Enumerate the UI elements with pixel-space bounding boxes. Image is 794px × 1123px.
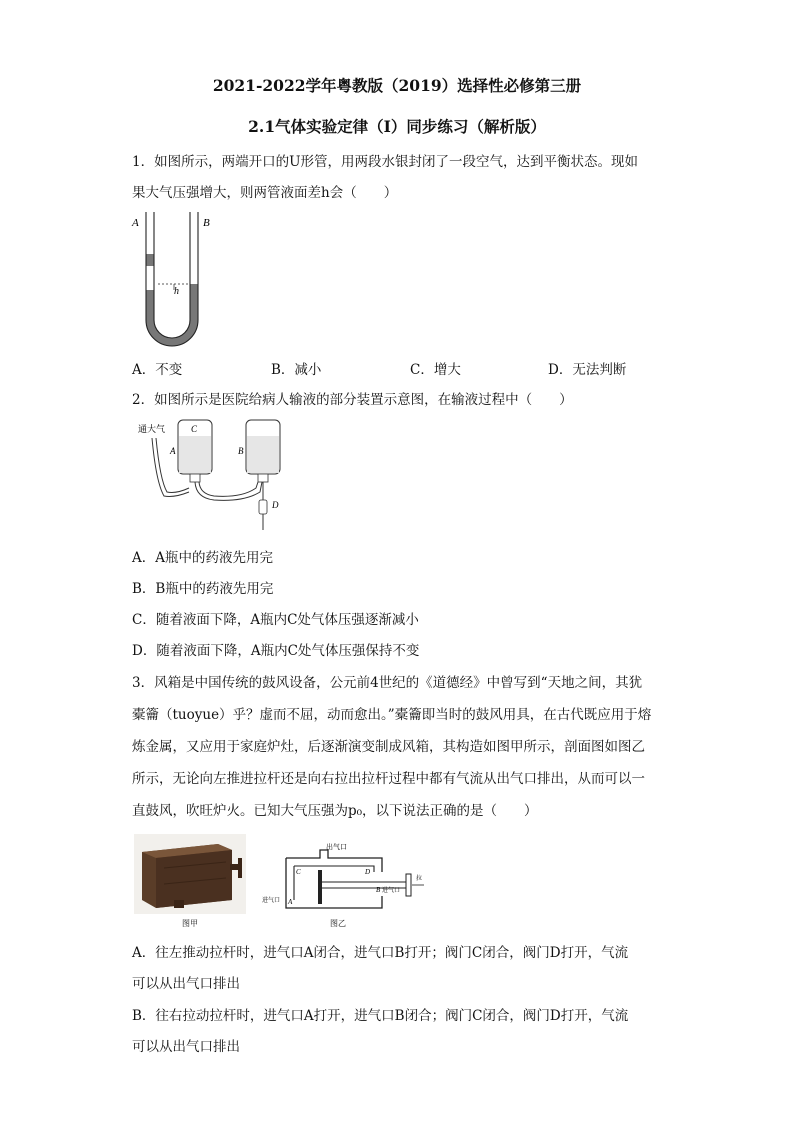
q3-stem-line5: 直鼓风，吹旺炉火。已知大气压强为p₀，以下说法正确的是（ ） <box>132 803 538 819</box>
q3-stem-line3: 炼金属，又应用于家庭炉灶，后逐渐演变制成风箱，其构造如图甲所示，剖面图如图乙 <box>132 739 645 755</box>
u-tube-label-h: h <box>174 286 179 297</box>
bottle-c-label: C <box>191 424 198 434</box>
q3-option-b-line2[interactable]: 可以从出气口排出 <box>132 1039 240 1055</box>
inlet-a-label: A <box>288 898 293 906</box>
outlet-label: 出气口 <box>326 844 347 851</box>
q2-option-a[interactable]: A．A瓶中的药液先用完 <box>132 550 273 566</box>
u-tube-label-a: A <box>132 217 139 229</box>
infusion-figure <box>134 412 294 534</box>
document-title: 2021-2022学年粤教版（2019）选择性必修第三册 <box>212 76 582 95</box>
infusion-air-label: 通大气 <box>138 424 166 434</box>
q1-stem-line2: 果大气压强增大，则两管液面差h会（ ） <box>132 185 398 201</box>
inlet-b-label: B <box>376 886 381 894</box>
q2-stem: 2．如图所示是医院给病人输液的部分装置示意图，在输液过程中（ ） <box>132 392 573 408</box>
figure-yi-caption: 图乙 <box>330 919 346 928</box>
bottle-a-label: A <box>170 446 176 456</box>
valve-d-label: D <box>365 868 371 876</box>
q3-stem-line1: 3．风箱是中国传统的鼓风设备，公元前4世纪的《道德经》中曾写到“天地之间，其犹 <box>132 675 643 691</box>
q1-option-a[interactable]: A．不变 <box>132 362 183 378</box>
u-tube-label-b: B <box>203 217 210 229</box>
u-tube-figure <box>128 210 223 350</box>
q3-option-a-line2[interactable]: 可以从出气口排出 <box>132 976 240 992</box>
rod-label: 拉 <box>416 876 423 882</box>
document-subtitle: 2.1气体实验定律（Ⅰ）同步练习（解析版） <box>248 117 546 136</box>
q3-stem-line4: 所示，无论向左推进拉杆还是向右拉出拉杆过程中都有气流从出气口排出，从而可以一 <box>132 771 645 787</box>
bellows-section <box>262 840 432 914</box>
q2-option-d[interactable]: D．随着液面下降，A瓶内C处气体压强保持不变 <box>132 643 420 659</box>
bottle-b-label: B <box>238 446 244 456</box>
q1-stem-line1: 1．如图所示，两端开口的U形管，用两段水银封闭了一段空气，达到平衡状态。现如 <box>132 154 638 170</box>
q3-option-a-line1[interactable]: A．往左推动拉杆时，进气口A闭合，进气口B打开；阀门C闭合，阀门D打开，气流 <box>132 945 629 961</box>
drip-d-label: D <box>272 500 279 510</box>
q1-option-c[interactable]: C．增大 <box>410 362 461 378</box>
q2-option-b[interactable]: B．B瓶中的药液先用完 <box>132 581 274 597</box>
bellows-photo <box>134 834 246 914</box>
q3-stem-line2: 橐籥（tuoyue）乎？虚而不屈，动而愈出。”橐籥即当时的鼓风用具，在古代既应用于熔 <box>132 707 652 723</box>
valve-c-label: C <box>296 868 301 876</box>
inlet-a-text: 进气口 <box>262 898 281 904</box>
q1-option-d[interactable]: D．无法判断 <box>548 362 627 378</box>
inlet-b-text: 进气口 <box>382 888 401 894</box>
q2-option-c[interactable]: C．随着液面下降，A瓶内C处气体压强逐渐减小 <box>132 612 419 628</box>
q3-option-b-line1[interactable]: B．往右拉动拉杆时，进气口A打开，进气口B闭合；阀门C闭合，阀门D打开，气流 <box>132 1008 629 1024</box>
q1-option-b[interactable]: B．减小 <box>271 362 322 378</box>
figure-jia-caption: 图甲 <box>182 919 198 928</box>
